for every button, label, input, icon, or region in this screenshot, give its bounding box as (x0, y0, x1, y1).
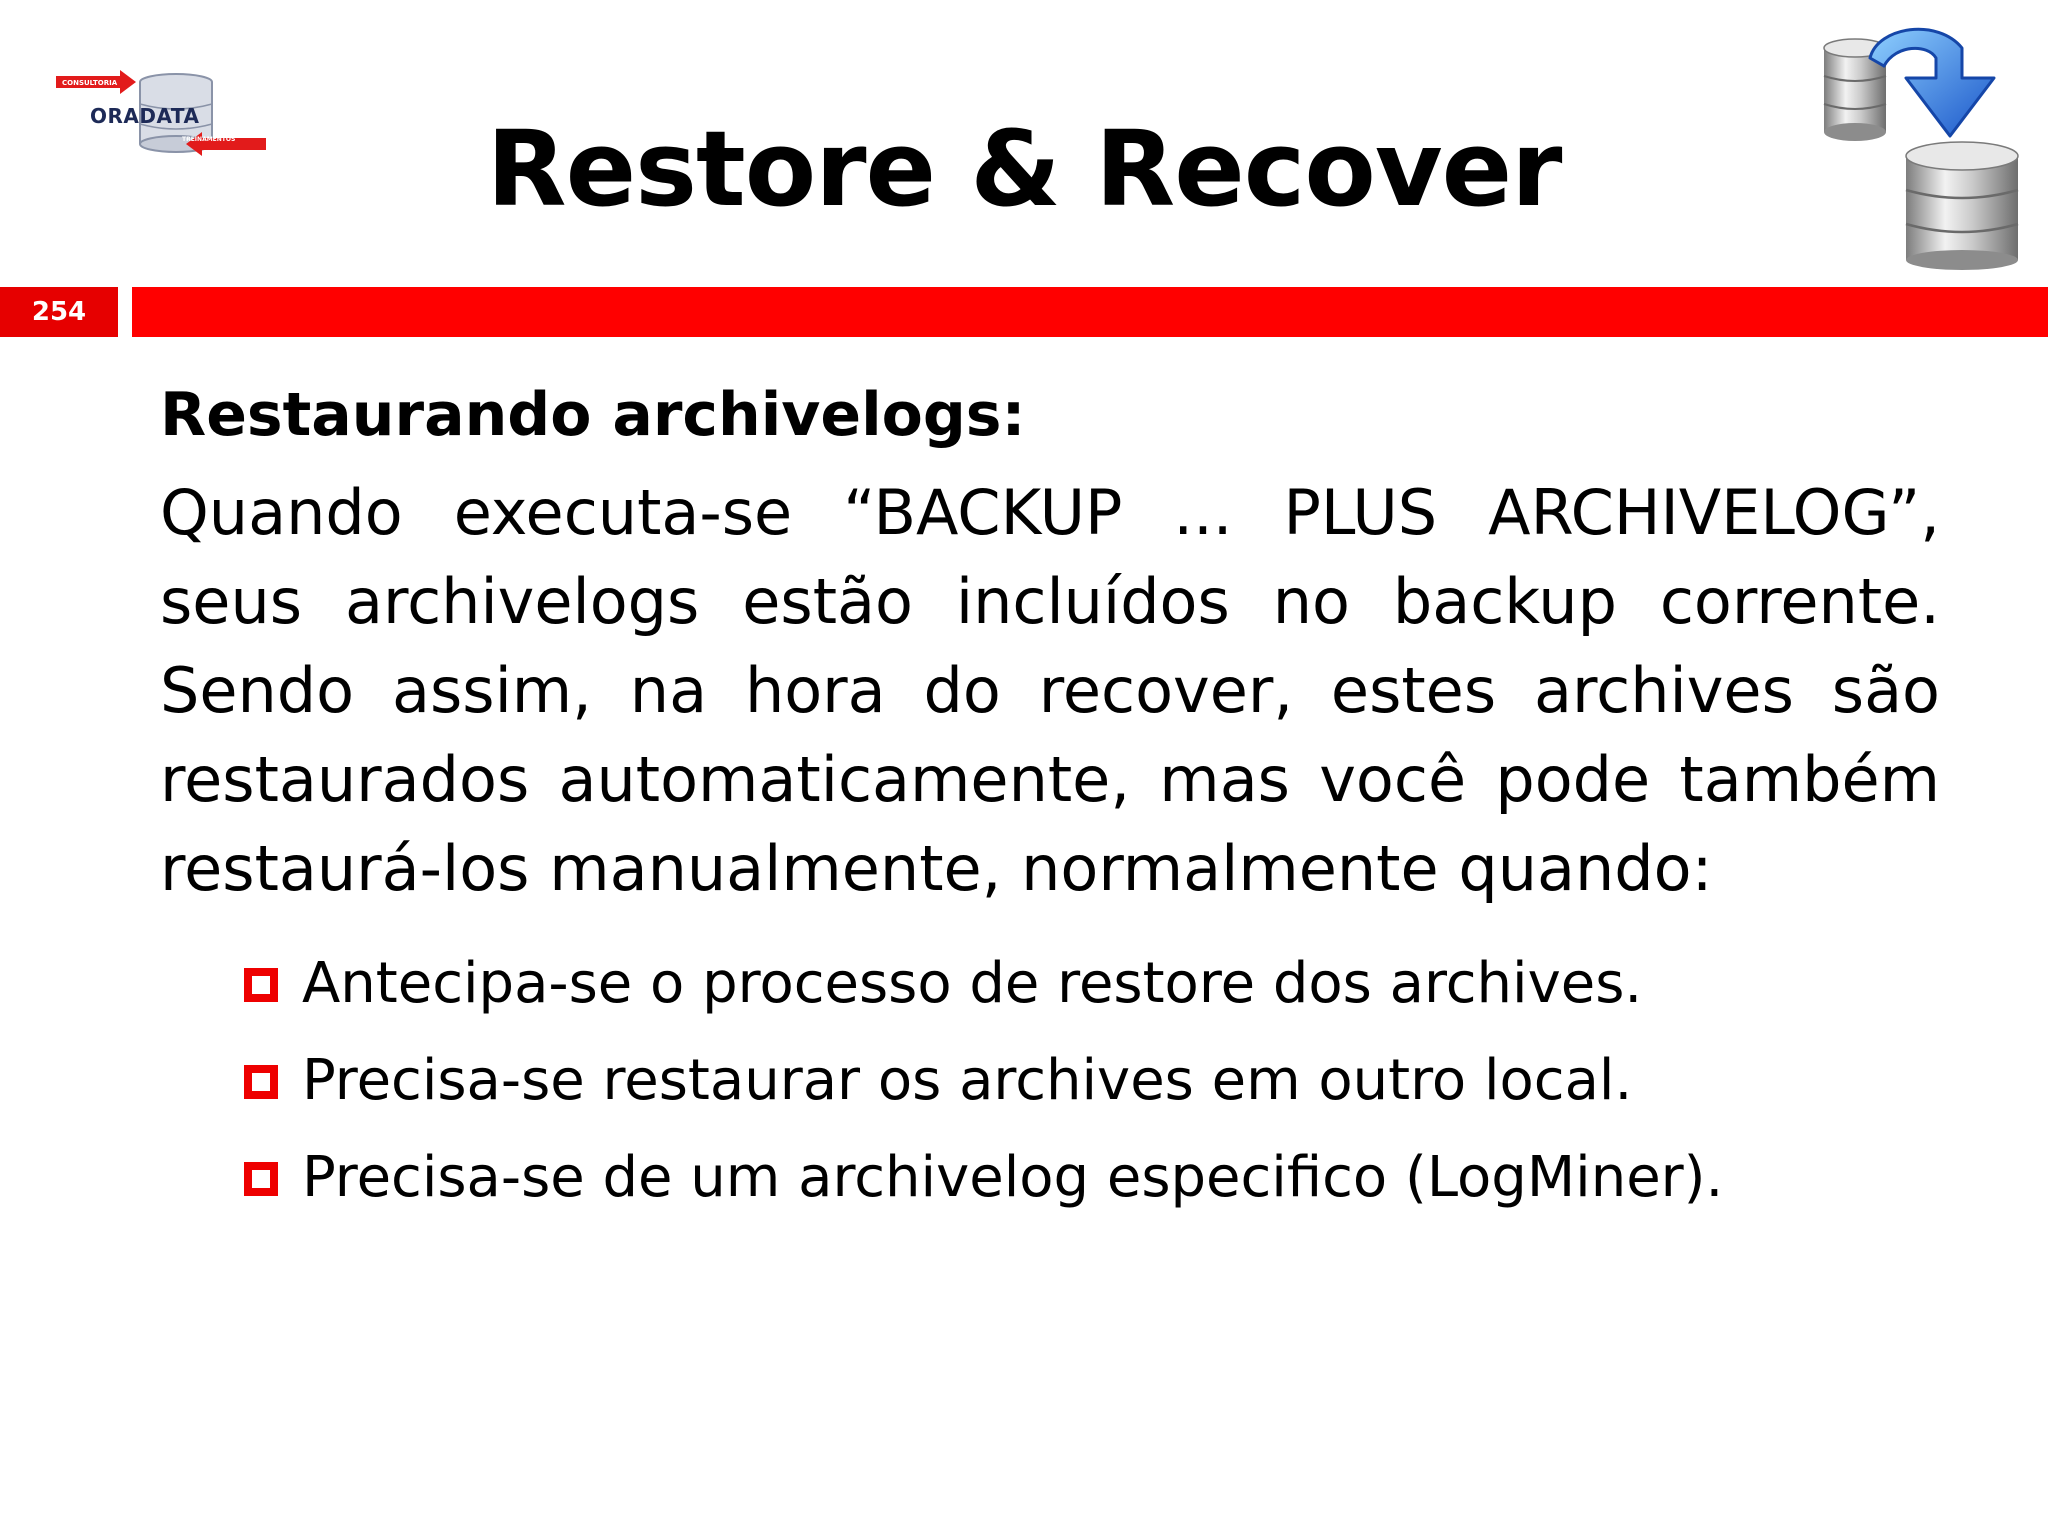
slide-title: Restore & Recover (486, 108, 1562, 230)
list-item (244, 1129, 1940, 1226)
square-bullet-icon (244, 968, 278, 1002)
list-item (244, 1032, 1940, 1129)
section-heading: Restaurando archivelogs: (160, 380, 1026, 450)
body-paragraph: Quando executa-se “BACKUP ... PLUS ARCHIVELOG”, seus archivelogs estão incluídos no backup corrente. Sendo assim, na hora do recover, estes archives são restaurados automaticamente, mas você pode também restaurá-los manualmente, normalmente quando: (160, 476, 1940, 905)
slide-content (160, 370, 1940, 1226)
logo-tagline-top: CONSULTORIA (62, 79, 118, 87)
list-item-text: Precisa-se restaurar os archives em outro local. (302, 1048, 1633, 1113)
list-item (244, 935, 1940, 1032)
logo-wordmark: ORADATA (90, 104, 200, 128)
logo-tagline-bottom: TREINAMENTOS (182, 136, 236, 143)
square-bullet-icon (244, 1162, 278, 1196)
square-bullet-icon (244, 1065, 278, 1099)
list-item-text: Precisa-se de um archivelog especifico (LogMiner). (302, 1145, 1724, 1210)
database-restore-icon (1818, 18, 2028, 270)
slide-number: 254 (0, 287, 118, 337)
list-item-text: Antecipa-se o processo de restore dos archives. (302, 951, 1643, 1016)
header-divider-band (132, 287, 2048, 337)
bullet-list (160, 935, 1940, 1226)
